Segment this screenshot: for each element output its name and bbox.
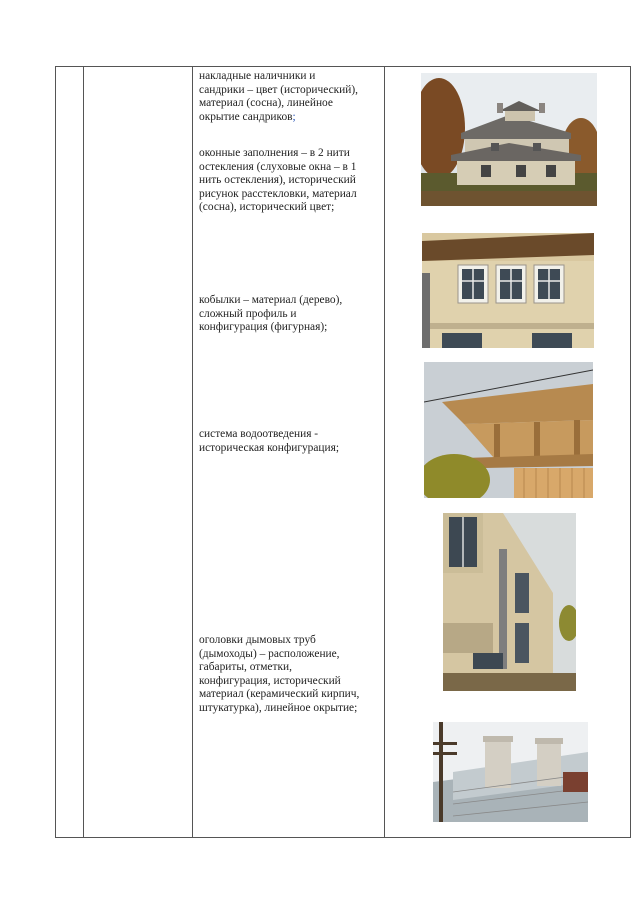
table-col-rule-5 <box>630 66 631 838</box>
feature-text-window-fillings: оконные заполнения – в 2 нити остекления (слуховые окна – в 1 нить остекления), исторический рисунок расстекловки, материал (сосна), исторический цвет; <box>199 147 357 214</box>
table-col-rule-1 <box>55 66 56 838</box>
house-photo-icon <box>421 73 597 206</box>
eaves-photo-icon <box>424 362 593 498</box>
table-col-rule-3 <box>192 66 193 838</box>
downpipe-photo-icon <box>443 513 576 691</box>
table-col-rule-4 <box>384 66 385 838</box>
table-bottom-rule <box>55 837 631 838</box>
table-col-rule-2 <box>83 66 84 838</box>
feature-text-brackets: кобылки – материал (дерево), сложный профиль и конфигурация (фигурная); <box>199 294 343 334</box>
feature-text-drainage: система водоотведения - историческая конфигурация; <box>199 428 340 454</box>
feature-text-chimneys: оголовки дымовых труб (дымоходы) – расположение, габариты, отметки, конфигурация, исторический материал (керамический кирпич, штукатурка), линейное окрытие; <box>199 634 360 714</box>
feature-text-architraves: накладные наличники и сандрики – цвет (исторический), материал (сосна), линейное окрытие сандриков; <box>199 70 358 123</box>
table-top-rule <box>55 66 631 67</box>
window-photo-icon <box>422 233 594 348</box>
chimney-photo-icon <box>433 722 588 822</box>
